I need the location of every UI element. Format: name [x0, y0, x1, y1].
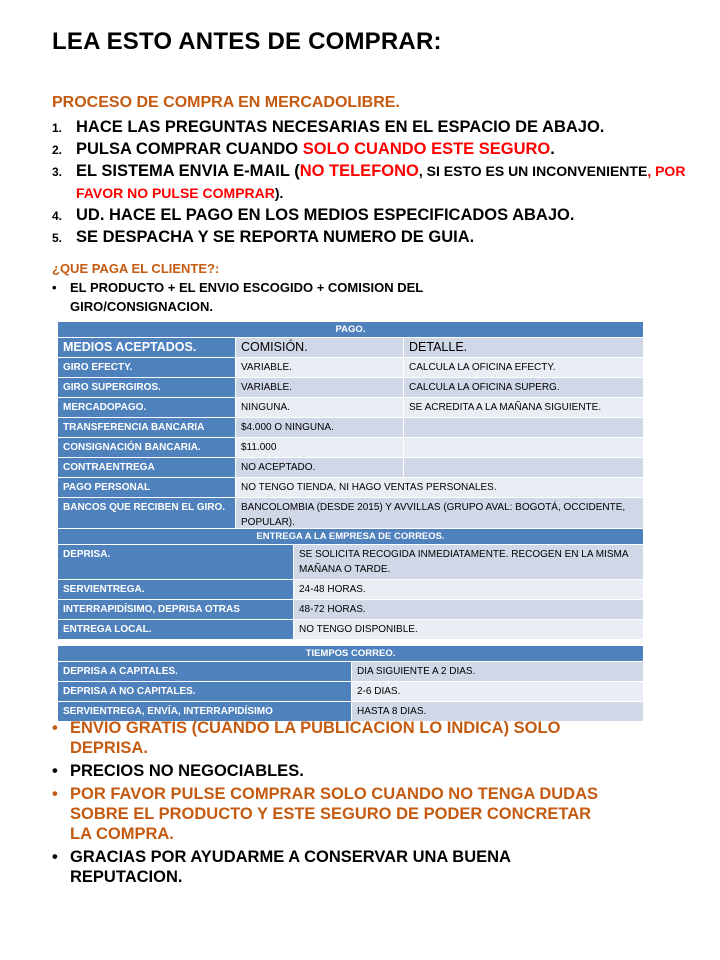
payment-table [57, 321, 644, 533]
notes-list [52, 718, 612, 890]
table-row: GIRO EFECTY. VARIABLE. CALCULA LA OFICINA EFECTY. [58, 358, 644, 378]
times-table-header: TIEMPOS CORREO. [58, 646, 644, 662]
bullet-icon: • [52, 848, 58, 866]
table-row: DEPRISA. SE SOLICITA RECOGIDA INMEDIATAMENTE. RECOGEN EN LA MISMA MAÑANA O TARDE. [58, 545, 644, 580]
table-row: ENTREGA LOCAL. NO TENGO DISPONIBLE. [58, 620, 644, 640]
table-row: SERVIENTREGA, ENVÍA, INTERRAPIDÍSIMO HASTA 8 DIAS. [58, 702, 644, 722]
bullet-icon: • [52, 719, 58, 737]
table-row: GIRO SUPERGIROS. VARIABLE. CALCULA LA OFICINA SUPERG. [58, 378, 644, 398]
bullet-icon: • [52, 762, 58, 780]
client-pays-item: • EL PRODUCTO + EL ENVIO ESCOGIDO + COMISION DEL GIRO/CONSIGNACION. [52, 280, 423, 314]
note-item: • ENVIO GRATIS (CUANDO LA PUBLICACION LO INDICA) SOLO DEPRISA. [52, 719, 561, 757]
step-3-highlight: NO TELEFONO [299, 162, 419, 180]
table-row: DEPRISA A CAPITALES. DIA SIGUIENTE A 2 DIAS. [58, 662, 644, 682]
column-header: MEDIOS ACEPTADOS. [58, 338, 236, 358]
step-3-warning: , POR FAVOR NO PULSE COMPRAR [76, 163, 686, 201]
note-item: • PRECIOS NO NEGOCIABLES. [52, 762, 304, 780]
table-row: BANCOS QUE RECIBEN EL GIRO. BANCOLOMBIA (DESDE 2015) Y AVVILLAS (GRUPO AVAL: BOGOTÁ, OCCIDENTE, POPULAR). [58, 498, 644, 533]
step-4: 4. UD. HACE EL PAGO EN LOS MEDIOS ESPECIFICADOS ABAJO. [52, 206, 575, 224]
delivery-table [57, 528, 644, 640]
times-table [57, 645, 644, 722]
bullet-icon: • [52, 785, 58, 803]
table-row: PAGO PERSONAL NO TENGO TIENDA, NI HAGO VENTAS PERSONALES. [58, 478, 644, 498]
table-row: CONTRAENTREGA NO ACEPTADO. [58, 458, 644, 478]
bullet-icon: • [52, 280, 57, 295]
note-item: • POR FAVOR PULSE COMPRAR SOLO CUANDO NO TENGA DUDAS SOBRE EL PRODUCTO Y ESTE SEGURO DE PODER CONCRETAR LA COMPRA. [52, 785, 599, 843]
column-header: COMISIÓN. [236, 338, 404, 358]
table-row: SERVIENTREGA. 24-48 HORAS. [58, 580, 644, 600]
delivery-table-header: ENTREGA A LA EMPRESA DE CORREOS. [58, 529, 644, 545]
column-header: DETALLE. [404, 338, 644, 358]
client-pays-heading: ¿QUE PAGA EL CLIENTE?: [52, 261, 220, 276]
table-row: TRANSFERENCIA BANCARIA $4.000 O NINGUNA. [58, 418, 644, 438]
step-2-highlight: SOLO CUANDO ESTE SEGURO [302, 140, 551, 158]
page-title: LEA ESTO ANTES DE COMPRAR: [52, 28, 442, 55]
table-row: MERCADOPAGO. NINGUNA. SE ACREDITA A LA MAÑANA SIGUIENTE. [58, 398, 644, 418]
step-1: 1. HACE LAS PREGUNTAS NECESARIAS EN EL ESPACIO DE ABAJO. [52, 118, 605, 136]
step-2: 2. PULSA COMPRAR CUANDO SOLO CUANDO ESTE SEGURO. [52, 140, 555, 158]
step-3: 3. EL SISTEMA ENVIA E-MAIL (NO TELEFONO, SI ESTO ES UN INCONVENIENTE, POR FAVOR NO PULSE COMPRAR). [52, 162, 686, 201]
table-row: CONSIGNACIÓN BANCARIA. $11.000 [58, 438, 644, 458]
table-row: INTERRAPIDÍSIMO, DEPRISA OTRAS 48-72 HORAS. [58, 600, 644, 620]
table-row: DEPRISA A NO CAPITALES. 2-6 DIAS. [58, 682, 644, 702]
process-heading: PROCESO DE COMPRA EN MERCADOLIBRE. [52, 94, 400, 111]
step-5: 5. SE DESPACHA Y SE REPORTA NUMERO DE GUIA. [52, 228, 475, 246]
process-steps [52, 116, 692, 248]
payment-table-header: PAGO. [58, 322, 644, 338]
note-item: • GRACIAS POR AYUDARME A CONSERVAR UNA BUENA REPUTACION. [52, 848, 511, 886]
